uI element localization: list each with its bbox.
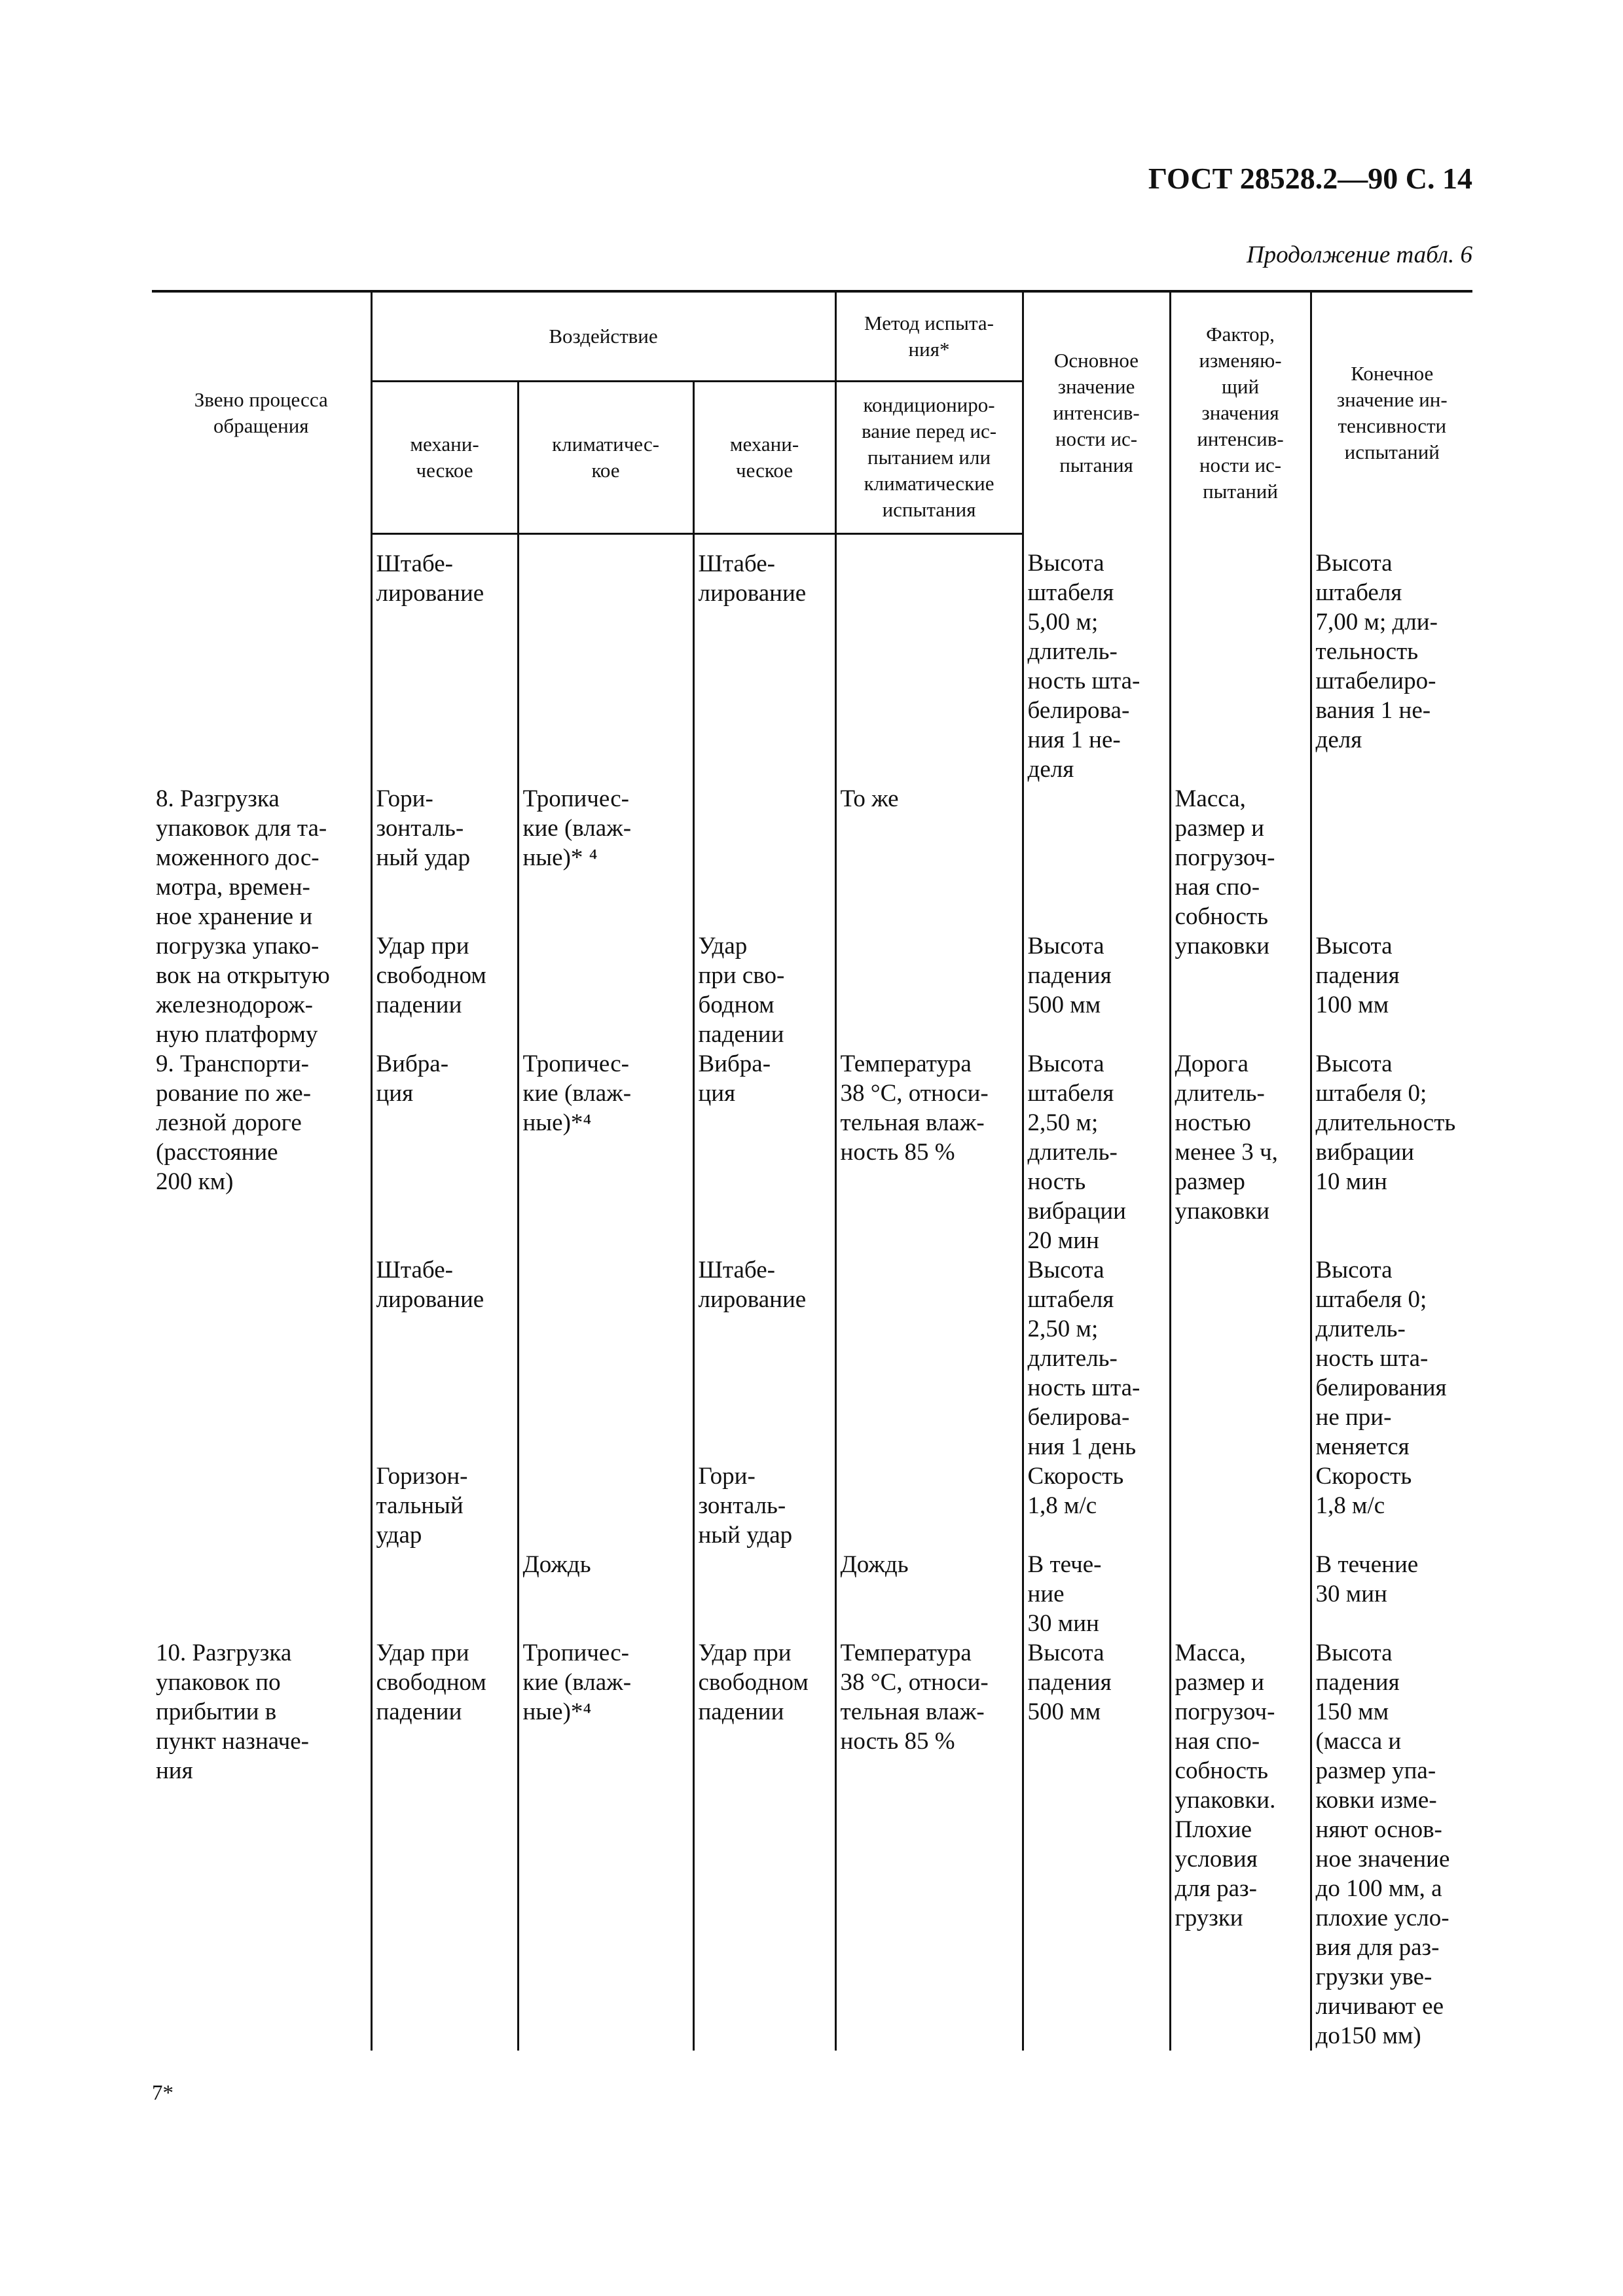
header-conditioning: кондициониро- вание перед ис- пытанием или климатические испытания	[835, 382, 1023, 534]
mechanical-impact-2-cell: Штабе- лирование	[693, 1255, 835, 1462]
base-value-cell: Высота штабеля 2,50 м; длитель- ность шта- белирова- ния 1 день	[1023, 1255, 1170, 1462]
climatic-impact-cell: Тропичес- кие (влаж- ные)*⁴	[518, 1638, 693, 2051]
climatic-impact-cell: Тропичес- кие (влаж- ные)* ⁴	[518, 784, 693, 1049]
mechanical-impact-cell: Удар при свободном падении	[371, 1638, 518, 2051]
climatic-impact-cell	[518, 534, 693, 784]
mechanical-impact-2-cell: Удар при свободном падении	[693, 1638, 835, 2051]
mechanical-impact-cell: Штабе- лирование	[371, 1255, 518, 1462]
stage-cell	[152, 1462, 371, 1550]
base-value-cell: В тече- ние 30 мин	[1023, 1550, 1170, 1638]
factor-cell	[1170, 1462, 1311, 1550]
conditioning-cell	[835, 534, 1023, 784]
mechanical-impact-2-cell: Гори- зонталь- ный удар	[693, 1462, 835, 1550]
base-value-cell: Высота штабеля 2,50 м; длитель- ность вибрации 20 мин	[1023, 1049, 1170, 1255]
table-row	[152, 1638, 1472, 2051]
mechanical-impact-2-cell: Вибра- ция	[693, 1049, 835, 1255]
test-conditions-table	[152, 290, 1472, 2051]
mechanical-impact-cell: Гори- зонталь- ный удар Удар при свободном падении	[371, 784, 518, 1049]
final-value-cell: Высота штабеля 7,00 м; дли- тельность штабелиро- вания 1 не- деля	[1311, 534, 1472, 784]
mechanical-impact-cell: Вибра- ция	[371, 1049, 518, 1255]
climatic-impact-cell: Дождь	[518, 1550, 693, 1638]
conditioning-cell: Дождь	[835, 1550, 1023, 1638]
final-value-cell: Высота падения 150 мм (масса и размер упа- ковки изме- няют основ- ное значение до 100 мм, а плохие усло- вия для раз- грузки уве- личивают ее до150 мм)	[1311, 1638, 1472, 2051]
factor-cell	[1170, 1255, 1311, 1462]
stage-cell: 9. Транспорти- рование по же- лезной дороге (расстояние 200 км)	[152, 1049, 371, 1255]
header-stage: Звено процесса обращения	[152, 291, 371, 534]
final-value-cell: Скорость 1,8 м/с	[1311, 1462, 1472, 1550]
table-continuation-label: Продолжение табл. 6	[1246, 242, 1472, 268]
stage-cell: 8. Разгрузка упаковок для та- моженного дос- мотра, времен- ное хранение и погрузка упако- вок на открытую железнодорож- ную платформу	[152, 784, 371, 1049]
final-value-cell: Высота штабеля 0; длитель- ность шта- белирования не при- меняется	[1311, 1255, 1472, 1462]
final-value-cell: В течение 30 мин	[1311, 1550, 1472, 1638]
header-impact: Воздействие	[371, 291, 835, 382]
final-value-cell: Высота падения 100 мм	[1311, 784, 1472, 1049]
stage-cell: 10. Разгрузка упаковок по прибытии в пункт назначе- ния	[152, 1638, 371, 2051]
table-row	[152, 534, 1472, 784]
final-value-cell: Высота штабеля 0; длительность вибрации 10 мин	[1311, 1049, 1472, 1255]
base-value-cell: Высота падения 500 мм	[1023, 784, 1170, 1049]
header-mechanical-2: механи- ческое	[693, 382, 835, 534]
conditioning-cell: Температура 38 °С, относи- тельная влаж- ность 85 %	[835, 1638, 1023, 2051]
mechanical-impact-cell: Горизон- тальный удар	[371, 1462, 518, 1550]
climatic-impact-cell	[518, 1462, 693, 1550]
factor-cell: Дорога длитель- ностью менее 3 ч, размер упаковки	[1170, 1049, 1311, 1255]
header-base-value: Основное значение интенсив- ности ис- пытания	[1023, 291, 1170, 534]
factor-cell	[1170, 1550, 1311, 1638]
mechanical-impact-cell: Штабе- лирование	[371, 534, 518, 784]
conditioning-cell	[835, 1255, 1023, 1462]
table-row	[152, 1462, 1472, 1550]
conditioning-cell: Температура 38 °С, относи- тельная влаж- ность 85 %	[835, 1049, 1023, 1255]
table-row	[152, 1049, 1472, 1255]
document-header: ГОСТ 28528.2—90 С. 14	[1148, 162, 1472, 195]
base-value-cell: Скорость 1,8 м/с	[1023, 1462, 1170, 1550]
header-test-method: Метод испыта- ния*	[835, 291, 1023, 382]
stage-cell	[152, 1255, 371, 1462]
mechanical-impact-2-cell: Удар при сво- бодном падении	[693, 784, 835, 1049]
factor-cell: Масса, размер и погрузоч- ная спо- собность упаковки	[1170, 784, 1311, 1049]
conditioning-cell: То же	[835, 784, 1023, 1049]
table-body	[152, 534, 1472, 2051]
header-final-value: Конечное значение ин- тенсивности испытаний	[1311, 291, 1472, 534]
climatic-impact-cell: Тропичес- кие (влаж- ные)*⁴	[518, 1049, 693, 1255]
header-factor: Фактор, изменяю- щий значения интенсив- ности ис- пытаний	[1170, 291, 1311, 534]
conditioning-cell	[835, 1462, 1023, 1550]
base-value-cell: Высота падения 500 мм	[1023, 1638, 1170, 2051]
climatic-impact-cell	[518, 1255, 693, 1462]
mechanical-impact-2-cell: Штабе- лирование	[693, 534, 835, 784]
mechanical-impact-2-cell	[693, 1550, 835, 1638]
factor-cell	[1170, 534, 1311, 784]
table-row	[152, 1550, 1472, 1638]
footer-mark: 7*	[152, 2081, 173, 2105]
stage-cell	[152, 1550, 371, 1638]
stage-cell	[152, 534, 371, 784]
header-mechanical-1: механи- ческое	[371, 382, 518, 534]
base-value-cell: Высота штабеля 5,00 м; длитель- ность шта- белирова- ния 1 не- деля	[1023, 534, 1170, 784]
mechanical-impact-cell	[371, 1550, 518, 1638]
table-row	[152, 1255, 1472, 1462]
header-climatic: климатичес- кое	[518, 382, 693, 534]
table-row	[152, 784, 1472, 1049]
table-header	[152, 291, 1472, 534]
factor-cell: Масса, размер и погрузоч- ная спо- собность упаковки. Плохие условия для раз- грузки	[1170, 1638, 1311, 2051]
